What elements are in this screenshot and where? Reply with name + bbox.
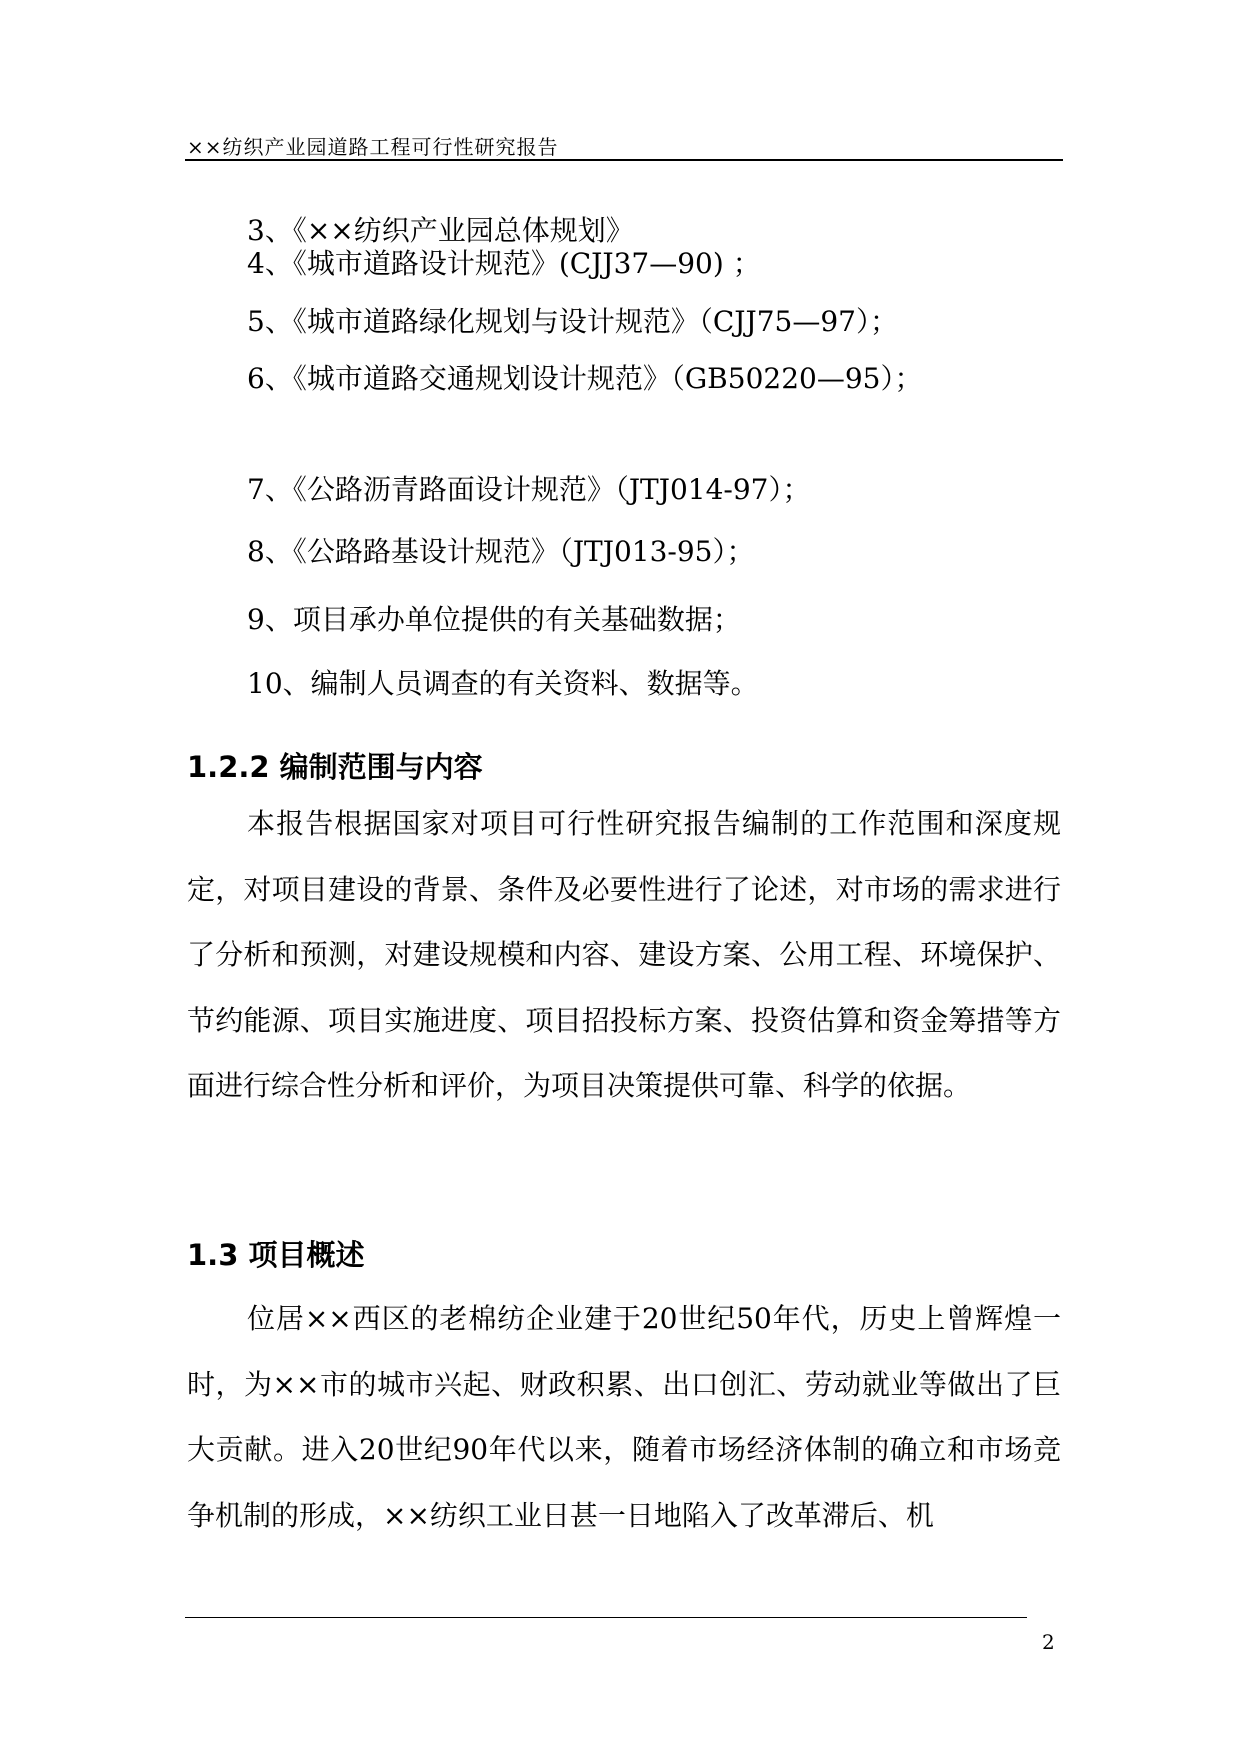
- section-heading-1-2-2: 1.2.2 编制范围与内容: [187, 750, 483, 784]
- section-paragraph-1-2-2: 本报告根据国家对项目可行性研究报告编制的工作范围和深度规定，对项目建设的背景、条件及必要性进行了论述，对市场的需求进行了分析和预测，对建设规模和内容、建设方案、公用工程、环境保护、节约能源、项目实施进度、项目招投标方案、投资估算和资金筹措等方面进行综合性分析和评价，为项目决策提供可靠、科学的依据。: [187, 807, 1061, 1102]
- reference-item-4: 4、《城市道路设计规范》(CJJ37—90) ；: [247, 247, 761, 280]
- reference-item-7: 7、《公路沥青路面设计规范》（JTJ014-97）；: [247, 473, 811, 506]
- header-rule: [185, 159, 1063, 161]
- reference-item-3: 3、《××纺织产业园总体规划》: [247, 214, 634, 247]
- reference-item-8: 8、《公路路基设计规范》（JTJ013-95）；: [247, 535, 755, 568]
- reference-item-9: 9、项目承办单位提供的有关基础数据；: [247, 603, 741, 636]
- reference-item-6: 6、《城市道路交通规划设计规范》（GB50220—95）；: [247, 362, 923, 395]
- section-heading-1-3: 1.3 项目概述: [187, 1238, 365, 1272]
- reference-item-10: 10、编制人员调查的有关资料、数据等。: [247, 667, 759, 700]
- footer-rule: [185, 1617, 1027, 1618]
- section-paragraph-1-3: 位居××西区的老棉纺企业建于20世纪50年代，历史上曾辉煌一时，为××市的城市兴起、财政积累、出口创汇、劳动就业等做出了巨大贡献。进入20世纪90年代以来，随着市场经济体制的确立和市场竞争机制的形成，××纺织工业日甚一日地陷入了改革滞后、机: [187, 1302, 1061, 1532]
- page-number: 2: [1042, 1630, 1055, 1654]
- running-header-title: ××纺织产业园道路工程可行性研究报告: [187, 135, 559, 159]
- reference-item-5: 5、《城市道路绿化规划与设计规范》（CJJ75—97）；: [247, 305, 898, 338]
